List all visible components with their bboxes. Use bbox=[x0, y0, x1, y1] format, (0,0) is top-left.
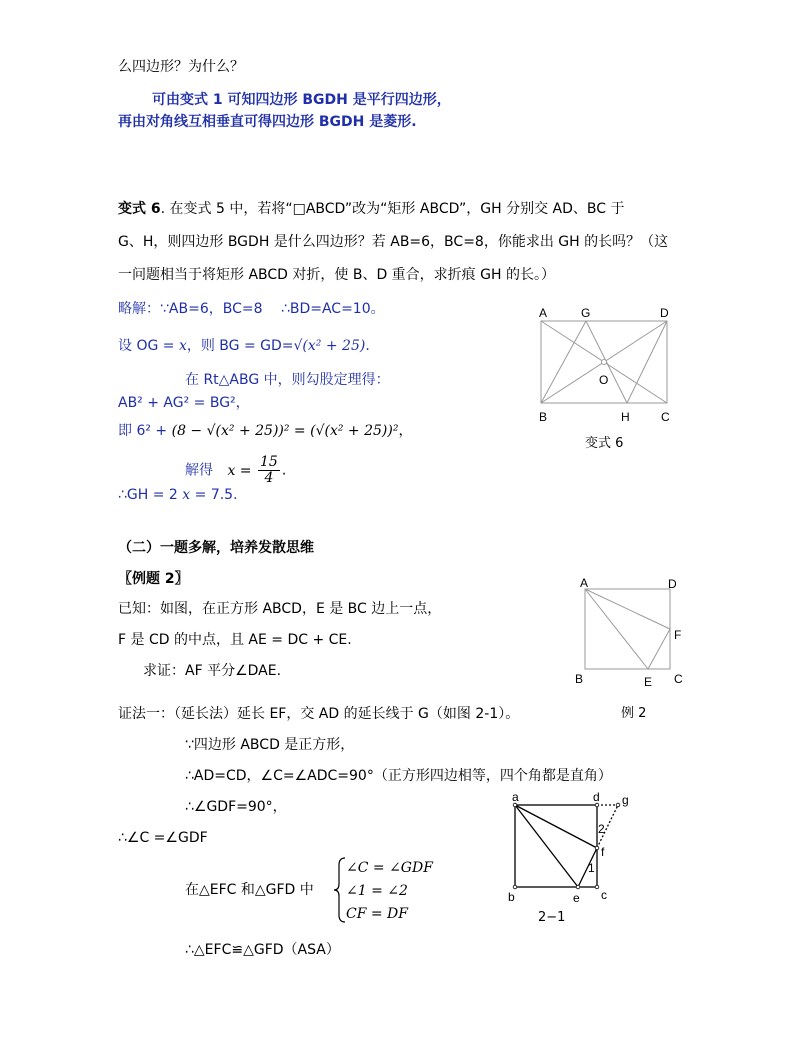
solution-text: ∴GH = 2 bbox=[118, 487, 183, 503]
solution-text: . bbox=[281, 462, 287, 479]
text-line: ∴△EFC≌△GFD（ASA） bbox=[185, 942, 340, 958]
segment-dh bbox=[627, 321, 667, 403]
vertex-label: b bbox=[508, 890, 515, 904]
figure-lines bbox=[585, 589, 670, 669]
solution-line bbox=[118, 486, 238, 504]
fraction bbox=[258, 455, 280, 486]
solution-text: . bbox=[365, 338, 370, 354]
vertex-label: A bbox=[580, 576, 589, 590]
vertex-label: C bbox=[674, 672, 683, 686]
vertex-label: a bbox=[512, 790, 519, 804]
square-abcd bbox=[585, 589, 670, 669]
solution-text: ， bbox=[398, 423, 413, 439]
text-line: 已知：如图，在正方形 ABCD，E 是 BC 边上一点， bbox=[118, 601, 442, 617]
problem-line: G、H，则四边形 BGDH 是什么四边形？若 AB=6，BC=8，你能求出 GH 的长吗？（这 bbox=[118, 234, 669, 250]
vertex-label: C bbox=[661, 410, 670, 424]
angle-label: 2 bbox=[598, 822, 605, 836]
equation-line bbox=[185, 455, 286, 486]
problem-text: . 在变式 5 中，若将“□ABCD”改为“矩形 ABCD”，GH 分别交 AD、BC 于 bbox=[160, 201, 625, 217]
angle-label: 1 bbox=[588, 861, 595, 875]
figure-caption: 例 2 bbox=[621, 706, 647, 721]
text-line: F 是 CD 的中点，且 AE = DC + CE. bbox=[118, 632, 352, 648]
segment-ae bbox=[585, 589, 648, 669]
text-line: ∴∠GDF=90°， bbox=[185, 799, 287, 815]
system-line: ∠1 = ∠2 bbox=[346, 883, 408, 899]
vertex-label: e bbox=[573, 891, 580, 905]
fraction-denominator: 4 bbox=[264, 470, 274, 486]
math-expr: √(x² + 25) bbox=[293, 338, 366, 354]
square-figure bbox=[570, 575, 690, 690]
solution-text: 即 6² + bbox=[118, 423, 172, 439]
vertex-label: E bbox=[644, 675, 653, 689]
segment-af bbox=[585, 589, 670, 629]
solution-text: = 7.5. bbox=[190, 487, 238, 503]
text-line: 求证：AF 平分∠DAE. bbox=[143, 663, 282, 679]
segment-gb bbox=[541, 321, 586, 403]
solution-text: 解得 bbox=[185, 462, 213, 479]
answer-line: 再由对角线互相垂直可得四边形 BGDH 是菱形. bbox=[118, 114, 417, 130]
solution-line: 略解：∵AB=6，BC=8 ∴BD=AC=10。 bbox=[118, 301, 385, 317]
figure-2-1 bbox=[500, 790, 640, 915]
vertex-label: G bbox=[581, 306, 591, 320]
section-heading: （二）一题多解，培养发散思维 bbox=[118, 540, 314, 556]
segment-af bbox=[515, 805, 597, 848]
solution-text: 设 OG = bbox=[118, 338, 179, 354]
equation-line bbox=[118, 422, 412, 440]
text-line: 证法一：（延长法）延长 EF，交 AD 的延长线于 G（如图 2-1）。 bbox=[118, 706, 520, 722]
figure-caption: 2−1 bbox=[538, 910, 566, 925]
solution-text: ，则 BG = GD= bbox=[186, 338, 294, 354]
math-var: x bbox=[178, 338, 187, 354]
problem-label: 变式 6 bbox=[118, 201, 161, 217]
math-var: x bbox=[182, 487, 191, 503]
vertex-label: f bbox=[601, 845, 605, 859]
solution-line bbox=[118, 337, 370, 355]
point-o bbox=[602, 360, 607, 365]
figure-caption: 变式 6 bbox=[585, 436, 624, 451]
text-line: ∴AD=CD，∠C=∠ADC=90°（正方形四边相等，四个角都是直角） bbox=[185, 768, 612, 784]
text-line: 在△EFC 和△GFD 中 bbox=[185, 882, 314, 898]
vertex-label: B bbox=[575, 672, 584, 686]
vertex-label: d bbox=[593, 790, 600, 804]
vertex-label: H bbox=[621, 410, 630, 424]
math-expr: (8 − √(x² + 25))² = (√(x² + 25))² bbox=[171, 423, 399, 439]
text-line: ∵四边形 ABCD 是正方形， bbox=[185, 737, 355, 753]
problem-line: 一问题相当于将矩形 ABCD 对折，使 B、D 重合，求折痕 GH 的长。） bbox=[118, 267, 555, 283]
system-line: ∠C = ∠GDF bbox=[346, 860, 433, 876]
problem-line bbox=[118, 200, 624, 218]
text-line: ∴∠C =∠GDF bbox=[118, 830, 208, 846]
segment-ef bbox=[648, 629, 670, 669]
text-line: 么四边形？为什么？ bbox=[118, 59, 244, 75]
answer-line: 可由变式 1 可知四边形 BGDH 是平行四边形， bbox=[152, 92, 451, 108]
figure-lines bbox=[541, 321, 667, 403]
math-expr: x = bbox=[227, 462, 252, 479]
vertex-label: B bbox=[539, 410, 548, 424]
solution-line: 在 Rt△ABG 中，则勾股定理得： bbox=[185, 372, 390, 388]
vertex-label: D bbox=[668, 577, 677, 591]
vertex-label: D bbox=[660, 306, 669, 320]
vertex-label: c bbox=[601, 888, 607, 902]
vertex-label: A bbox=[539, 306, 548, 320]
vertex-label: O bbox=[599, 373, 609, 387]
brace bbox=[333, 857, 347, 923]
vertex-label: g bbox=[622, 793, 629, 807]
example-label: 〖例题 2〗 bbox=[118, 571, 189, 587]
segment-ae bbox=[515, 805, 578, 887]
system-line: CF = DF bbox=[346, 906, 408, 922]
fraction-numerator: 15 bbox=[259, 454, 278, 470]
vertex-label: F bbox=[674, 628, 682, 642]
solution-line: AB² + AG² = BG²， bbox=[118, 395, 250, 411]
